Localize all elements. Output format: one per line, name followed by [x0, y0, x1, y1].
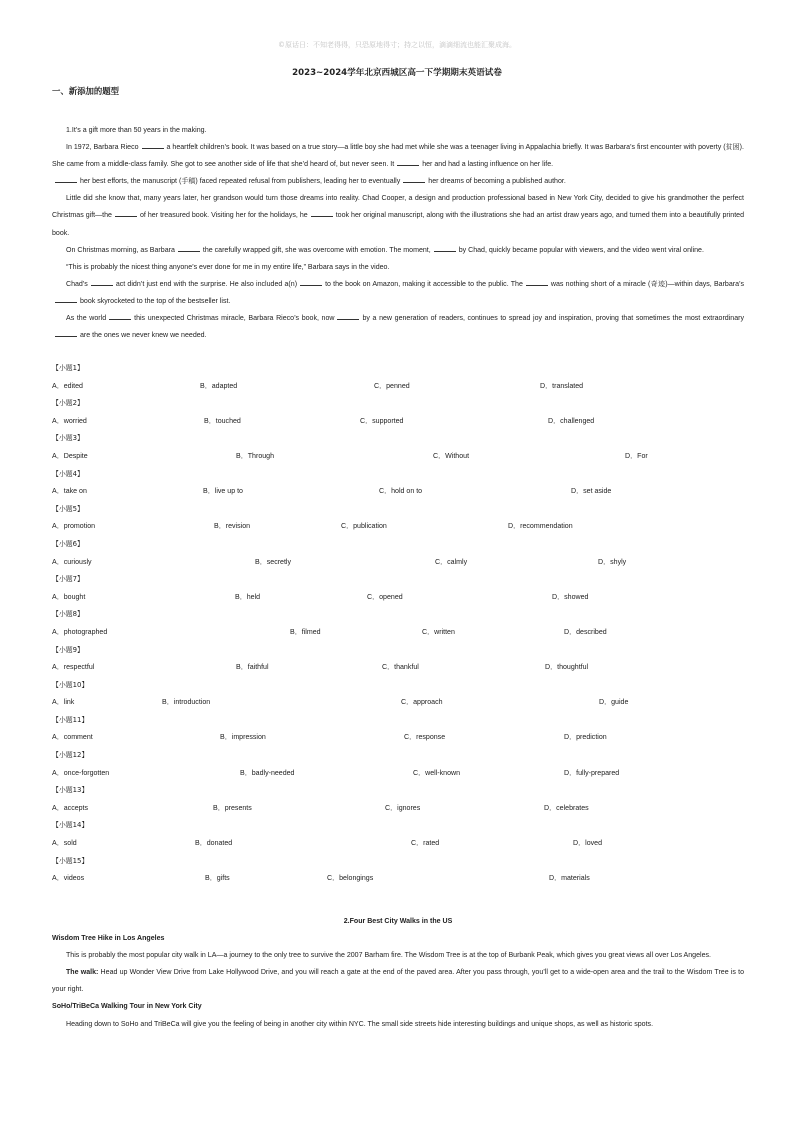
- option-d[interactable]: D．challenged: [548, 417, 595, 425]
- blank-6[interactable]: [311, 210, 333, 217]
- blank-7[interactable]: [178, 245, 200, 252]
- option-c[interactable]: C．ignores: [385, 804, 421, 812]
- option-c[interactable]: C．well-known: [413, 769, 460, 777]
- passage-2-title: 2.Four Best City Walks in the US: [343, 918, 453, 925]
- option-d[interactable]: D．celebrates: [544, 804, 589, 812]
- option-b[interactable]: B．filmed: [290, 628, 321, 636]
- blank-4[interactable]: [403, 176, 425, 183]
- blank-1[interactable]: [142, 142, 164, 149]
- option-d[interactable]: D．thoughtful: [545, 664, 589, 672]
- question-options: [52, 870, 744, 888]
- question-options: [52, 659, 744, 677]
- passage-intro: 1.It’s a gift more than 50 years in the making.: [66, 127, 207, 134]
- option-c[interactable]: C．belongings: [327, 875, 374, 883]
- blank-9[interactable]: [91, 279, 113, 286]
- blank-8[interactable]: [434, 245, 456, 252]
- option-c[interactable]: C．written: [422, 628, 455, 636]
- question-options: [52, 378, 744, 396]
- question-options: [52, 835, 744, 853]
- option-c[interactable]: C．opened: [367, 593, 403, 601]
- option-d[interactable]: D．fully-prepared: [564, 769, 620, 777]
- option-c[interactable]: C．calmly: [435, 558, 468, 566]
- option-d[interactable]: D．translated: [540, 382, 584, 390]
- question-label: 【小题3】: [52, 434, 84, 443]
- option-d[interactable]: D．set aside: [571, 488, 612, 496]
- option-a[interactable]: A．link: [52, 699, 75, 707]
- option-b[interactable]: B．impression: [220, 734, 266, 742]
- option-d[interactable]: D．loved: [573, 840, 602, 848]
- blank-13[interactable]: [109, 313, 131, 320]
- option-d[interactable]: D．For: [625, 452, 648, 460]
- watermark: ©原话日：不知老得得，只恐原地得寸；持之以恒，滴滴细流也能汇聚成海。: [278, 41, 516, 49]
- blank-12[interactable]: [55, 296, 77, 303]
- option-c[interactable]: C．response: [404, 734, 446, 742]
- blank-11[interactable]: [526, 279, 548, 286]
- option-b[interactable]: B．presents: [213, 804, 252, 812]
- option-a[interactable]: A．edited: [52, 382, 83, 390]
- section-heading: 一、新添加的题型: [52, 86, 119, 96]
- option-c[interactable]: C．rated: [411, 840, 440, 848]
- question-options: [52, 483, 744, 501]
- question-options: [52, 729, 744, 747]
- question-options: [52, 448, 744, 466]
- option-a[interactable]: A．promotion: [52, 523, 96, 531]
- question-options: [52, 800, 744, 818]
- option-b[interactable]: B．secretly: [255, 558, 292, 566]
- question-label: 【小题8】: [52, 610, 84, 619]
- option-b[interactable]: B．revision: [214, 523, 251, 531]
- question-options: [52, 413, 744, 431]
- option-a[interactable]: A．photographed: [52, 628, 108, 636]
- option-d[interactable]: D．guide: [599, 699, 629, 707]
- option-b[interactable]: B．introduction: [162, 699, 211, 707]
- option-b[interactable]: B．donated: [195, 840, 233, 848]
- option-d[interactable]: D．described: [564, 628, 607, 636]
- passage-quote: “This is probably the nicest thing anyone’s ever done for me in my entire life,” Barbara says in the video.: [66, 263, 390, 271]
- soho-description: Heading down to SoHo and TriBeCa will give you the feeling of being in another city within NYC. The small side streets hide interesting buildings and unique shops, as well as historic spots.: [66, 1020, 654, 1028]
- wisdom-tree-description: This is probably the most popular city walk in LA—a journey to the only tree to survive the 2007 Barham fire. The Wisdom Tree is at the top of Burbank Peak, which gives you great views all over Los Angeles.: [66, 952, 711, 960]
- question-label: 【小题15】: [52, 856, 89, 865]
- option-d[interactable]: D．prediction: [564, 734, 607, 742]
- question-label: 【小题9】: [52, 645, 84, 654]
- option-b[interactable]: B．faithful: [236, 664, 269, 672]
- option-d[interactable]: D．recommendation: [508, 523, 573, 531]
- option-d[interactable]: D．showed: [552, 593, 589, 601]
- document-title: 2023~2024学年北京西城区高一下学期期末英语试卷: [292, 68, 502, 78]
- blank-2[interactable]: [397, 159, 419, 166]
- question-options: [52, 624, 744, 642]
- option-c[interactable]: C．approach: [401, 699, 443, 707]
- option-c[interactable]: C．hold on to: [379, 488, 423, 496]
- question-label: 【小题13】: [52, 786, 89, 795]
- question-label: 【小题7】: [52, 575, 84, 584]
- option-a[interactable]: A．curiously: [52, 558, 92, 566]
- option-c[interactable]: C．penned: [374, 382, 410, 390]
- option-a[interactable]: A．videos: [52, 875, 85, 883]
- question-label: 【小题11】: [52, 715, 89, 724]
- blank-10[interactable]: [300, 279, 322, 286]
- option-a[interactable]: A．once-forgotten: [52, 769, 110, 777]
- question-label: 【小题14】: [52, 821, 89, 830]
- option-a[interactable]: A．take on: [52, 488, 87, 496]
- option-b[interactable]: B．Through: [236, 452, 274, 460]
- section-soho-tribeca: SoHo/TriBeCa Walking Tour in New York City: [52, 1003, 202, 1011]
- option-d[interactable]: D．shyly: [598, 558, 627, 566]
- question-options: [52, 694, 744, 712]
- question-options: [52, 554, 744, 572]
- option-d[interactable]: D．materials: [549, 875, 590, 883]
- question-label: 【小题2】: [52, 399, 84, 408]
- option-b[interactable]: B．touched: [204, 417, 241, 425]
- option-b[interactable]: B．gifts: [205, 875, 230, 883]
- section-wisdom-tree: Wisdom Tree Hike in Los Angeles: [52, 935, 165, 943]
- option-b[interactable]: B．held: [235, 593, 261, 601]
- passage-paragraph-4: Chad’s act didn’t just end with the surprise. He also included a(n) to the book on Amazon, making it accessible to the public. The was nothing short of a miracle (奇迹)—within days, Barbara’sbook skyrocketed to the top of the bestseller list.: [52, 276, 744, 310]
- wisdom-tree-walk: The walk: Head up Wonder View Drive from Lake Hollywood Drive, and you will reach a gate at the end of the paved area. After you pass through, you’ll get to a wide-open area and the trail to the Wisdom Tree is to your right.: [52, 969, 744, 994]
- blank-14[interactable]: [337, 313, 359, 320]
- option-b[interactable]: B．adapted: [200, 382, 238, 390]
- option-b[interactable]: B．badly-needed: [240, 769, 295, 777]
- question-label: 【小题1】: [52, 364, 84, 372]
- option-c[interactable]: C．thankful: [382, 664, 419, 672]
- question-label: 【小题12】: [52, 751, 89, 760]
- question-label: 【小题6】: [52, 539, 84, 548]
- question-list: [52, 360, 744, 888]
- option-c[interactable]: C．supported: [360, 417, 404, 425]
- option-c[interactable]: C．publication: [341, 523, 387, 531]
- option-a[interactable]: A．comment: [52, 734, 93, 742]
- passage-paragraph-3: On Christmas morning, as Barbara the carefully wrapped gift, she was overcome with emotion. The moment, by Chad, quickly became popular with viewers, and the video went viral online.: [66, 246, 704, 254]
- question-label: 【小题4】: [52, 469, 84, 478]
- option-c[interactable]: C．Without: [433, 452, 470, 460]
- passage-paragraph-2: Little did she know that, many years later, her grandson would turn those dreams into reality. Chad Cooper, a design and production professional based in New York City, decided to give his grandmother the perfect Christmas gift—the of her treasured book. Visiting her for the holidays, he took her original manuscript, along with the illustrations she had an artist draw years ago, and turned them into a beautifully printed book.: [52, 195, 744, 237]
- reading-passage-2: [52, 913, 744, 1033]
- option-a[interactable]: A．sold: [52, 840, 77, 848]
- question-label: 【小题10】: [52, 680, 89, 689]
- question-options: [52, 518, 744, 536]
- blank-15[interactable]: [55, 330, 77, 337]
- blank-3[interactable]: [55, 176, 77, 183]
- cloze-passage: [52, 122, 744, 344]
- passage-paragraph-1: In 1972, Barbara Rieco a heartfelt children’s book. It was based on a true story—a little boy she had met while she was a teenager living in Appalachia briefly. It was Barbara’s first encounter with poverty (贫困). She came from a middle-class family. She got to see another side of life that she’d heard of, but never seen. It her and had a lasting influence on her life. her best efforts, the manuscript (手稿) faced repeated refusal from publishers, leading her to eventually her dreams of becoming a published author.: [52, 144, 744, 186]
- question-label: 【小题5】: [52, 504, 84, 513]
- option-a[interactable]: A．respectful: [52, 664, 95, 672]
- option-a[interactable]: A．Despite: [52, 452, 88, 460]
- question-options: [52, 589, 744, 607]
- question-options: [52, 765, 744, 783]
- option-a[interactable]: A．bought: [52, 593, 86, 601]
- option-b[interactable]: B．live up to: [203, 488, 243, 496]
- blank-5[interactable]: [115, 210, 137, 217]
- passage-paragraph-5: As the world this unexpected Christmas miracle, Barbara Rieco’s book, now by a new generation of readers, continues to spread joy and inspiration, proving that sometimes the most extraordinaryare the ones we never knew we needed.: [52, 310, 744, 344]
- option-a[interactable]: A．worried: [52, 417, 87, 425]
- option-a[interactable]: A．accepts: [52, 804, 89, 812]
